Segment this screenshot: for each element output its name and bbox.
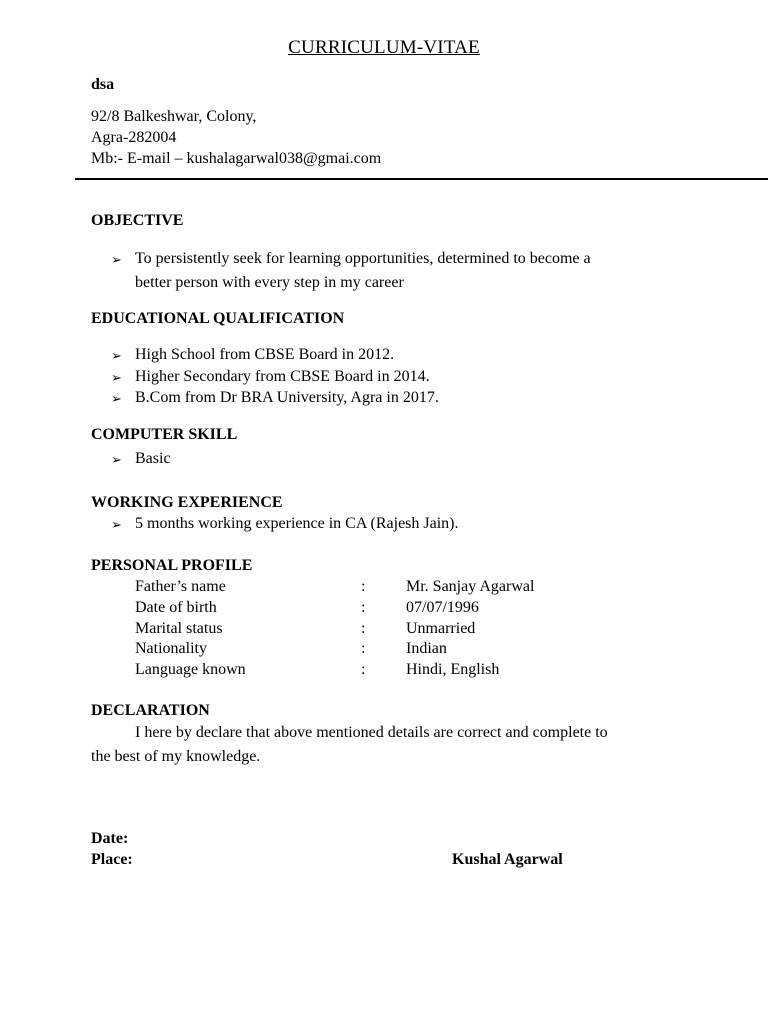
address-line-2: Agra-282004 [91, 129, 177, 146]
work-heading: WORKING EXPERIENCE [91, 494, 283, 511]
profile-label: Nationality [135, 640, 207, 657]
candidate-name: dsa [91, 76, 115, 93]
profile-value: Hindi, English [406, 661, 500, 678]
profile-label: Father’s name [135, 578, 226, 595]
profile-value: Mr. Sanjay Agarwal [406, 578, 535, 595]
place-label: Place: [91, 851, 133, 868]
education-item: Higher Secondary from CBSE Board in 2014. [135, 368, 430, 385]
profile-value: 07/07/1996 [406, 599, 479, 616]
profile-separator: : [361, 578, 366, 595]
objective-line-2: better person with every step in my career [135, 274, 404, 291]
personal-heading: PERSONAL PROFILE [91, 557, 253, 574]
work-item: 5 months working experience in CA (Rajesh Jain). [135, 515, 459, 532]
document-title: CURRICULUM-VITAE [288, 37, 480, 58]
profile-value: Unmarried [406, 620, 476, 637]
education-item: B.Com from Dr BRA University, Agra in 2017. [135, 389, 439, 406]
profile-separator: : [361, 640, 366, 657]
profile-separator: : [361, 599, 366, 616]
profile-label: Language known [135, 661, 246, 678]
arrow-bullet-icon: ➢ [111, 452, 122, 467]
objective-line-1: To persistently seek for learning opportunities, determined to become a [135, 250, 591, 267]
declaration-heading: DECLARATION [91, 702, 210, 719]
profile-separator: : [361, 620, 366, 637]
arrow-bullet-icon: ➢ [111, 348, 122, 363]
arrow-bullet-icon: ➢ [111, 252, 122, 267]
date-label: Date: [91, 830, 129, 847]
contact-line: Mb:- E-mail – kushalagarwal038@gmai.com [91, 150, 382, 167]
signature-name: Kushal Agarwal [452, 851, 563, 868]
arrow-bullet-icon: ➢ [111, 370, 122, 385]
arrow-bullet-icon: ➢ [111, 517, 122, 532]
education-heading: EDUCATIONAL QUALIFICATION [91, 310, 345, 327]
profile-separator: : [361, 661, 366, 678]
objective-heading: OBJECTIVE [91, 212, 184, 229]
computer-skill-heading: COMPUTER SKILL [91, 426, 238, 443]
arrow-bullet-icon: ➢ [111, 391, 122, 406]
declaration-line-1: I here by declare that above mentioned details are correct and complete to [135, 724, 608, 741]
profile-label: Marital status [135, 620, 223, 637]
profile-value: Indian [406, 640, 447, 657]
profile-label: Date of birth [135, 599, 217, 616]
header-divider [75, 178, 768, 180]
education-item: High School from CBSE Board in 2012. [135, 346, 395, 363]
address-line-1: 92/8 Balkeshwar, Colony, [91, 108, 257, 125]
declaration-line-2: the best of my knowledge. [91, 748, 261, 765]
computer-skill-item: Basic [135, 450, 171, 467]
